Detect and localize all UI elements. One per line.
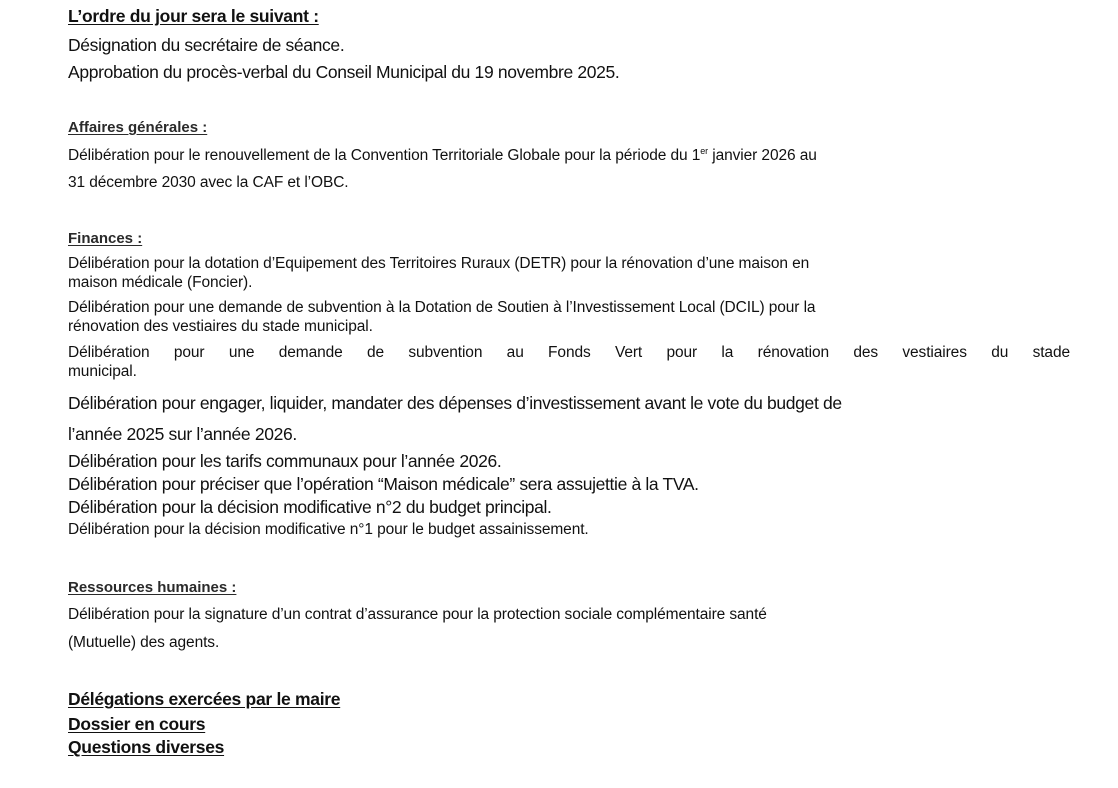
agenda-item: Délibération pour la dotation d’Equipement des Territoires Ruraux (DETR) pour la rénovation d’une maison en (68, 255, 810, 272)
agenda-item: Délibération pour une demande de subvention à la Dotation de Soutien à l’Investissement Local (DCIL) pour la (68, 299, 816, 316)
agenda-item-continuation: 31 décembre 2030 avec la CAF et l’OBC. (68, 174, 349, 191)
agenda-item-text: janvier 2026 au (708, 147, 817, 164)
ordinal-suffix: er (700, 146, 709, 156)
agenda-item-continuation: maison médicale (Foncier). (68, 274, 253, 291)
agenda-item-continuation: rénovation des vestiaires du stade municipal. (68, 318, 373, 335)
agenda-item: Délibération pour engager, liquider, mandater des dépenses d’investissement avant le vote du budget de (68, 393, 842, 413)
closing-heading-dossier-en-cours: Dossier en cours (68, 714, 206, 734)
agenda-item: Délibération pour la décision modificative n°1 pour le budget assainissement. (68, 521, 589, 538)
agenda-item: Délibération pour une demande de subvention au Fonds Vert pour la rénovation des vestiaires du stade (68, 344, 1070, 361)
agenda-item-continuation: l’année 2025 sur l’année 2026. (68, 424, 297, 444)
agenda-item (68, 147, 817, 165)
agenda-intro-item: Désignation du secrétaire de séance. (68, 35, 345, 55)
closing-heading-questions-diverses: Questions diverses (68, 737, 225, 757)
agenda-item: Délibération pour préciser que l’opération “Maison médicale” sera assujettie à la TVA. (68, 474, 699, 494)
agenda-item-continuation: (Mutuelle) des agents. (68, 634, 220, 651)
section-heading-ressources-humaines: Ressources humaines : (68, 579, 237, 596)
agenda-intro-item: Approbation du procès-verbal du Conseil Municipal du 19 novembre 2025. (68, 62, 620, 82)
agenda-item-text: Délibération pour le renouvellement de la Convention Territoriale Globale pour la période du 1 (68, 147, 701, 164)
section-heading-affaires-generales: Affaires générales : (68, 119, 208, 136)
agenda-item-continuation: municipal. (68, 363, 137, 380)
agenda-item: Délibération pour la signature d’un contrat d’assurance pour la protection sociale complémentaire santé (68, 606, 767, 623)
section-heading-finances: Finances : (68, 230, 143, 247)
closing-heading-delegations: Délégations exercées par le maire (68, 689, 341, 709)
agenda-title: L’ordre du jour sera le suivant : (68, 6, 319, 26)
agenda-item: Délibération pour la décision modificative n°2 du budget principal. (68, 497, 552, 517)
agenda-item: Délibération pour les tarifs communaux pour l’année 2026. (68, 451, 502, 471)
